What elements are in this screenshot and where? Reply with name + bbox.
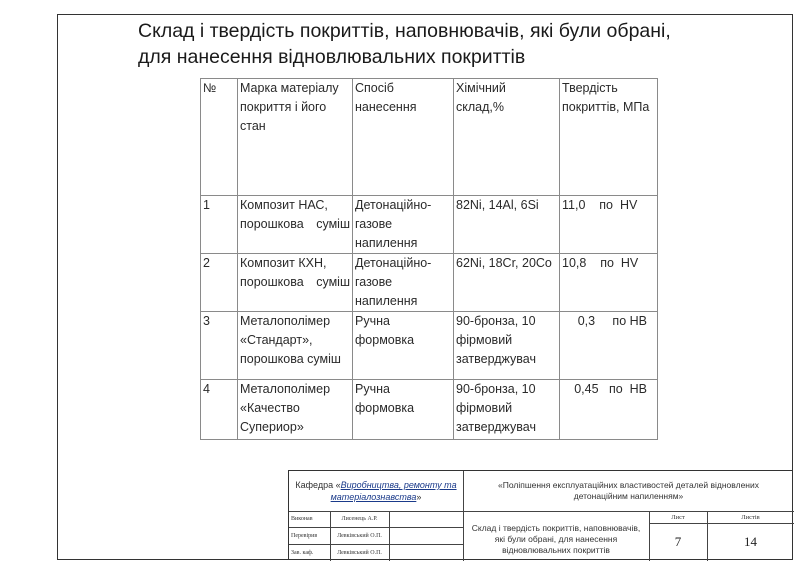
- row-number: 1: [201, 196, 238, 254]
- row-hardness: 10,8 по HV: [560, 254, 658, 312]
- header-composition: Хімічний склад,%: [454, 79, 560, 196]
- page-title: Склад і твердість покриттів, наповнювачів, які були обрані, для нанесення відновлювальних покриттів: [138, 20, 671, 68]
- role-name: Левківський О.П.: [337, 549, 382, 556]
- sheet-label: Лист: [671, 513, 685, 521]
- header-number: №: [201, 79, 238, 196]
- role-label: Зав. каф.: [291, 549, 314, 556]
- row-material: Композит КХН, порошкова суміш: [238, 254, 353, 312]
- department-prefix: Кафедра «: [295, 480, 341, 490]
- department-label: [289, 471, 463, 511]
- sheet-title: Склад і твердість покриттів, наповнювачів, які були обрані, для нанесення відновлювальних покриттів: [471, 522, 641, 555]
- row-material: Металополімер «Стандарт», порошкова суміш: [238, 312, 353, 380]
- row-method: Ручна формовка: [353, 380, 454, 440]
- row-hardness: 11,0 по HV: [560, 196, 658, 254]
- row-method: Детонаційно-газове напилення: [353, 254, 454, 312]
- row-material: Композит НАС, порошкова суміш: [238, 196, 353, 254]
- department-suffix: »: [416, 492, 422, 502]
- row-composition: 90-бронза, 10 фірмовий затверджувач: [454, 380, 560, 440]
- role-label: Перевірив: [291, 532, 318, 539]
- materials-table: [200, 78, 658, 440]
- sheets-label: Листів: [741, 513, 760, 521]
- header-hardness: Твердість покриттів, МПа: [560, 79, 658, 196]
- row-composition: 62Ni, 18Cr, 20Co: [454, 254, 560, 312]
- department-link[interactable]: Виробництва, ремонту та матеріалознавства: [330, 480, 457, 502]
- row-hardness: 0,45 по HB: [560, 380, 658, 440]
- row-hardness: 0,3 по HB: [560, 312, 658, 380]
- role-label: Виконав: [291, 516, 313, 522]
- table-row: [201, 312, 658, 380]
- table-row: [201, 380, 658, 440]
- sheets-total: 14: [744, 534, 757, 549]
- header-material: Марка матеріалу покриття і його стан: [238, 79, 353, 196]
- role-name: Лисенець А.Р.: [341, 516, 378, 522]
- row-number: 2: [201, 254, 238, 312]
- table-header-row: [201, 79, 658, 196]
- row-method: Детонаційно-газове напилення: [353, 196, 454, 254]
- role-name: Левківський О.П.: [337, 532, 382, 539]
- sheet-number: 7: [674, 534, 682, 549]
- header-method: Спосіб нанесення: [353, 79, 454, 196]
- table-row: [201, 254, 658, 312]
- title-block: [288, 470, 793, 560]
- row-composition: 82Ni, 14Al, 6Si: [454, 196, 560, 254]
- project-theme: «Поліпшення експлуатаційних властивостей деталей відновлених детонаційним напиленням»: [497, 480, 759, 501]
- table-row: [201, 196, 658, 254]
- row-composition: 90-бронза, 10 фірмовий затверджувач: [454, 312, 560, 380]
- row-method: Ручна формовка: [353, 312, 454, 380]
- row-number: 3: [201, 312, 238, 380]
- row-material: Металополімер «Качество Супериор»: [238, 380, 353, 440]
- row-number: 4: [201, 380, 238, 440]
